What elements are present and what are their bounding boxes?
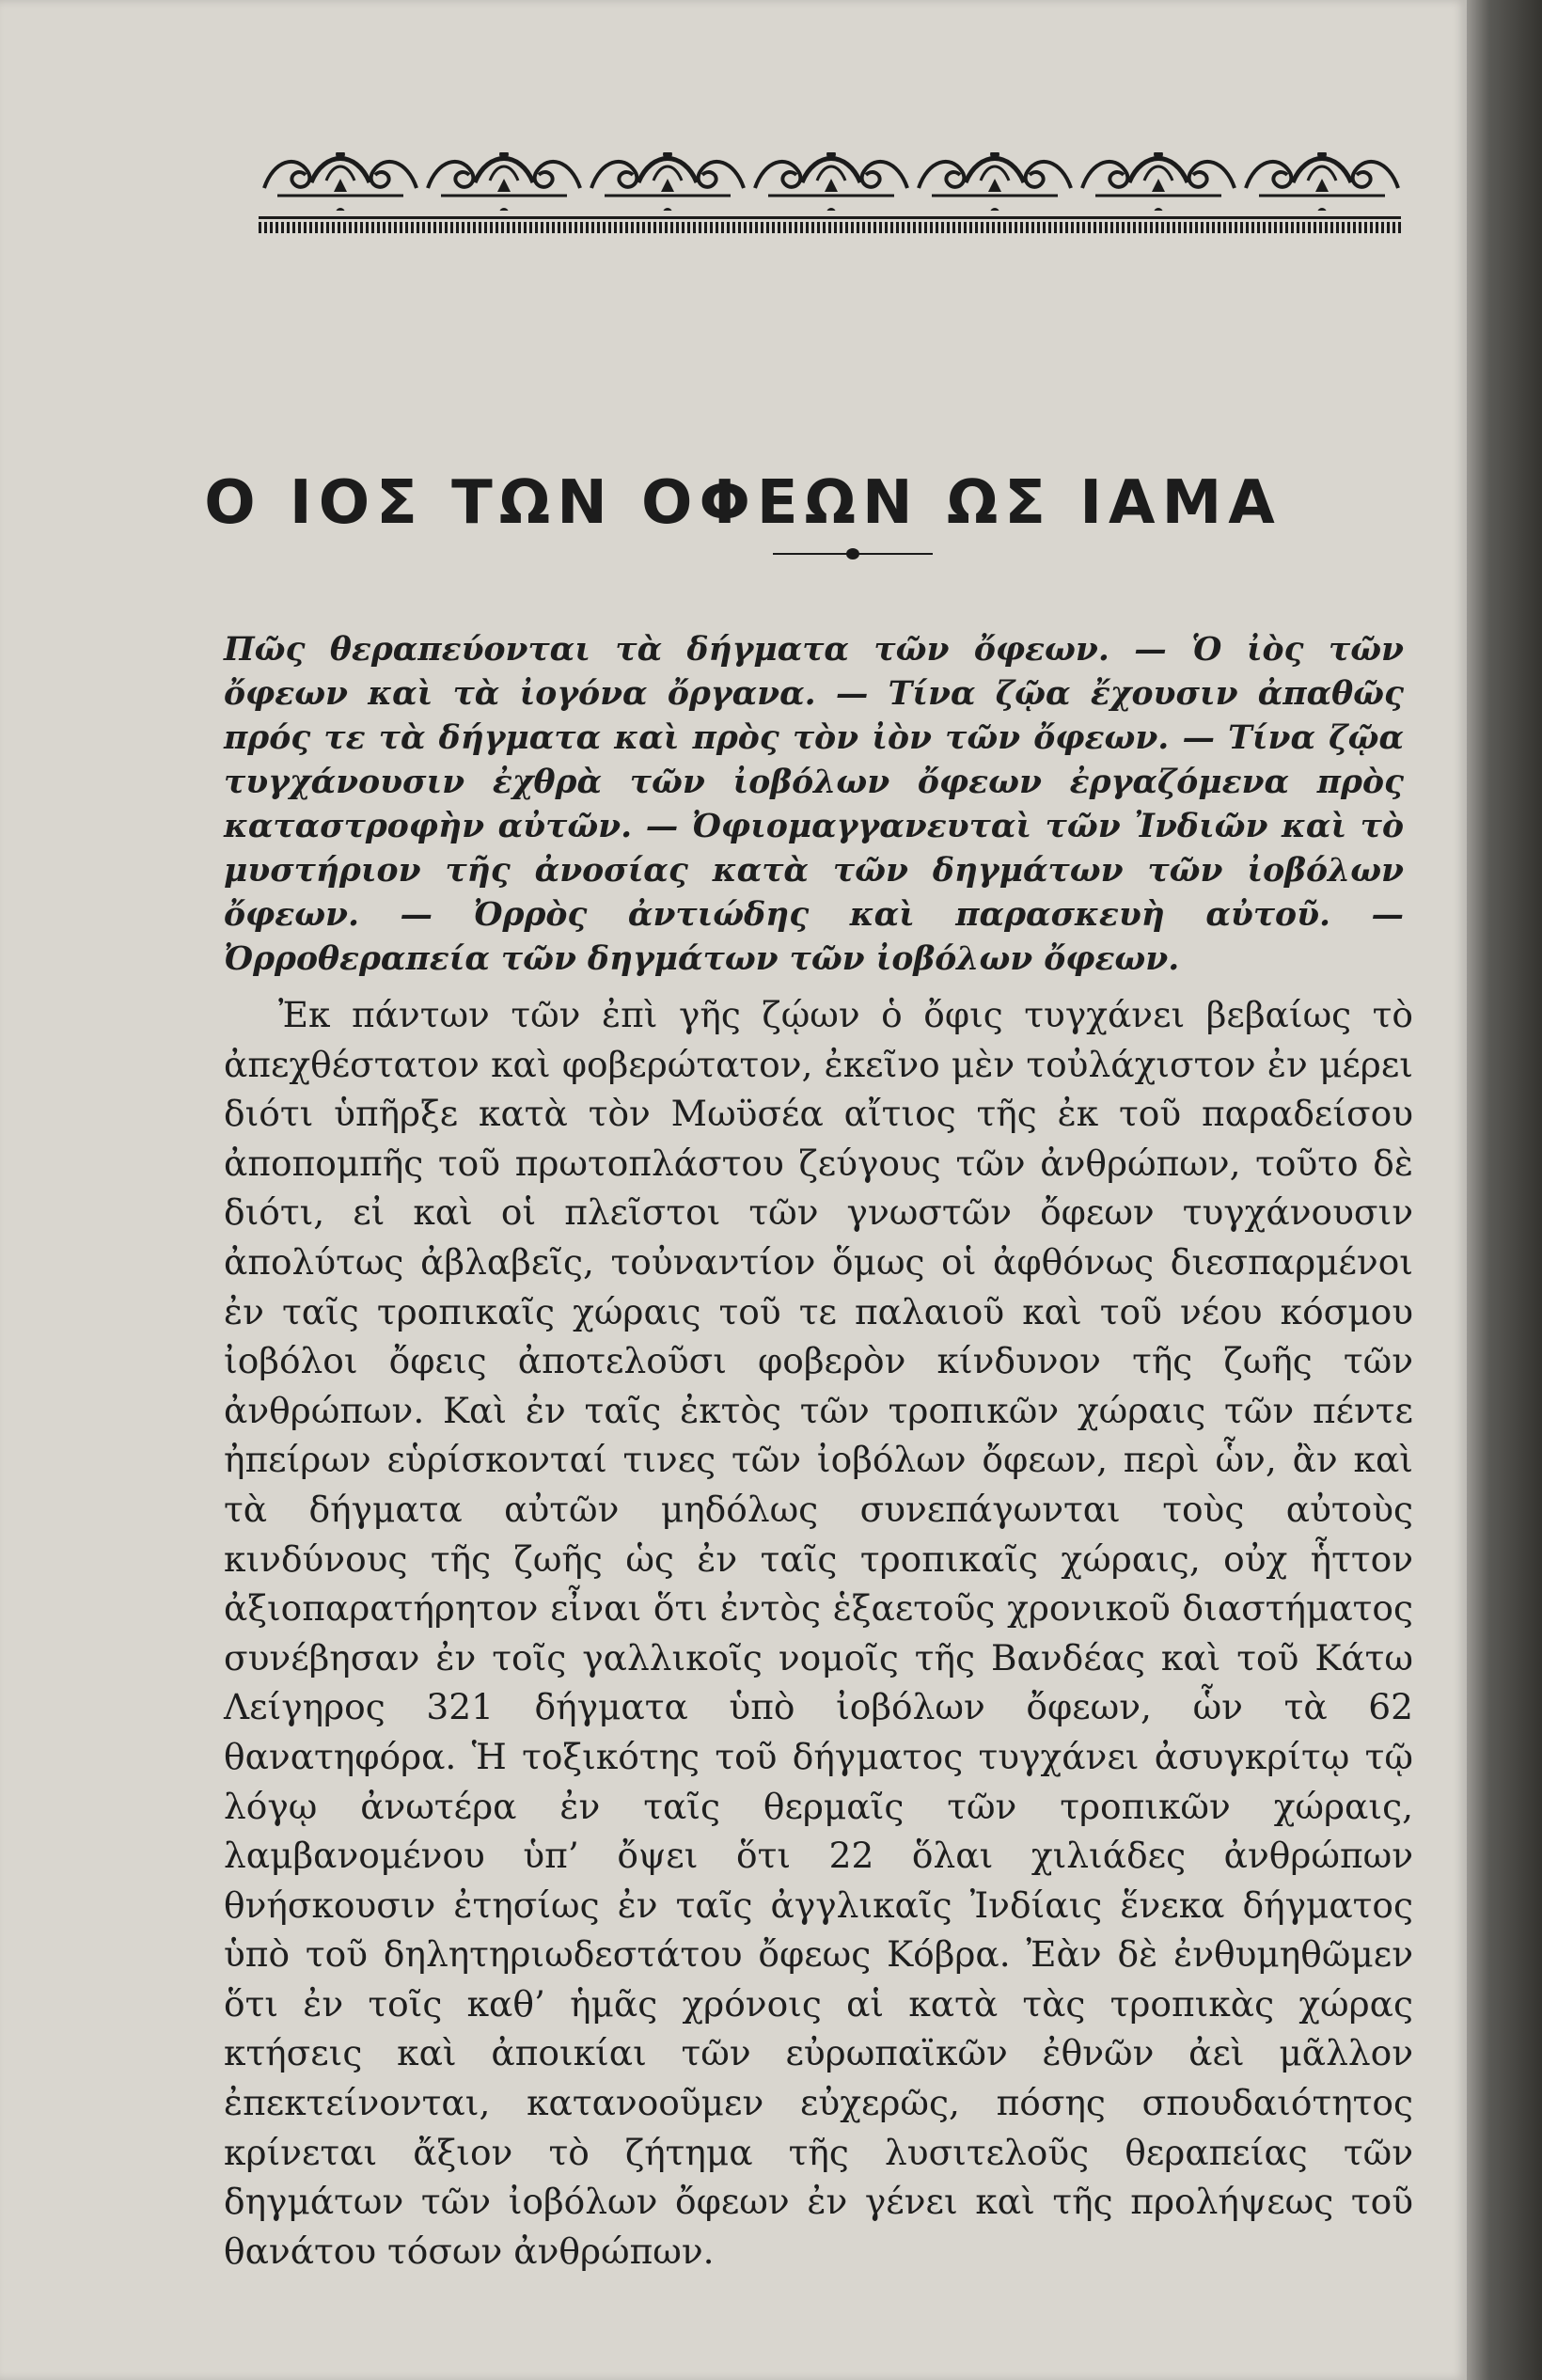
chapter-summary: Πῶς θεραπεύονται τὰ δήγματα τῶν ὄφεων. — Ὁ ἰὸς τῶν ὄφεων καὶ τὰ ἰογόνα ὄργανα. — Τίνα ζῷα ἔχουσιν ἀπαθῶς πρός τε τὰ δήγματα καὶ πρὸς τὸν ἰὸν τῶν ὄφεων. — Τίνα ζῷα τυγχάνουσιν ἐχθρὰ τῶν ἰοβόλων ὄφεων ἐργαζόμενα πρὸς καταστροφὴν αὐτῶν. — Ὀφιομαγγανευταὶ τῶν Ἰνδιῶν καὶ τὸ μυστήριον τῆς ἀνοσίας κατὰ τῶν δηγμάτων τῶν ἰοβόλων ὄφεων. — Ὀρρὸς ἀντιώδης καὶ παρασκευὴ αὐτοῦ. — Ὀρροθεραπεία τῶν δηγμάτων τῶν ἰοβόλων ὄφεων.: [224, 631, 1404, 978]
chapter-title: Ο ΙΟΣ ΤΩΝ ΟΦΕΩΝ ΩΣ ΙΑΜΑ: [204, 467, 1282, 538]
body-paragraph: Ἐκ πάντων τῶν ἐπὶ γῆς ζῴων ὁ ὄφις τυγχάνει βεβαίως τὸ ἀπεχθέστατον καὶ φοβερώτατον, ἐκεῖνο μὲν τοὐλάχιστον ἐν μέρει διότι ὑπῆρξε κατὰ τὸν Μωϋσέα αἴτιος τῆς ἐκ τοῦ παραδείσου ἀποπομπῆς τοῦ πρωτοπλάστου ζεύγους τῶν ἀνθρώπων, τοῦτο δὲ διότι, εἰ καὶ οἱ πλεῖστοι τῶν γνωστῶν ὄφεων τυγχάνουσιν ἀπολύτως ἀβλαβεῖς, τοὐναντίον ὅμως οἱ ἀφθόνως διεσπαρμένοι ἐν ταῖς τροπικαῖς χώραις τοῦ τε παλαιοῦ καὶ τοῦ νέου κόσμου ἰοβόλοι ὄφεις ἀποτελοῦσι φοβερὸν κίνδυνον τῆς ζωῆς τῶν ἀνθρώπων. Καὶ ἐν ταῖς ἐκτὸς τῶν τροπικῶν χώραις τῶν πέντε ἠπείρων εὑρίσκονταί τινες τῶν ἰοβόλων ὄφεων, περὶ ὧν, ἂν καὶ τὰ δήγματα αὐτῶν μηδόλως συνεπάγωνται τοὺς αὐτοὺς κινδύνους τῆς ζωῆς ὡς ἐν ταῖς τροπικαῖς χώραις, οὐχ ἧττον ἀξιοπαρατήρητον εἶναι ὅτι ἐντὸς ἑξαετοῦς χρονικοῦ διαστήματος συνέβησαν ἐν τοῖς γαλλικοῖς νομοῖς τῆς Βανδέας καὶ τοῦ Κάτω Λείγηρος 321 δήγματα ὑπὸ ἰοβόλων ὄφεων, ὧν τὰ 62 θανατηφόρα. Ἡ τοξικότης τοῦ δήγματος τυγχάνει ἀσυγκρίτῳ τῷ λόγῳ ἀνωτέρα ἐν ταῖς θερμαῖς τῶν τροπικῶν χώραις, λαμβανομένου ὑπ’ ὄψει ὅτι 22 ὅλαι χιλιάδες ἀνθρώπων θνήσκουσιν ἐτησίως ἐν ταῖς ἀγγλικαῖς Ἰνδίαις ἕνεκα δήγματος ὑπὸ τοῦ δηλητηριωδεστάτου ὄφεως Κόβρα. Ἐὰν δὲ ἐνθυμηθῶμεν ὅτι ἐν τοῖς καθ’ ἡμᾶς χρόνοις αἱ κατὰ τὰς τροπικὰς χώρας κτήσεις καὶ ἀποικίαι τῶν εὐρωπαϊκῶν ἐθνῶν ἀεὶ μᾶλλον ἐπεκτείνονται, κατανοοῦμεν εὐχερῶς, πόσης σπουδαιότητος κρίνεται ἄξιον τὸ ζήτημα τῆς λυσιτελοῦς θεραπείας τῶν δηγμάτων τῶν ἰοβόλων ὄφεων ἐν γένει καὶ τῆς προλήψεως τοῦ θανάτου τόσων ἀνθρώπων.: [224, 994, 1413, 2272]
bullet-rule-icon: [773, 546, 933, 561]
book-binding-edge: [1467, 0, 1542, 2380]
decorative-band-icon: [259, 141, 1401, 244]
